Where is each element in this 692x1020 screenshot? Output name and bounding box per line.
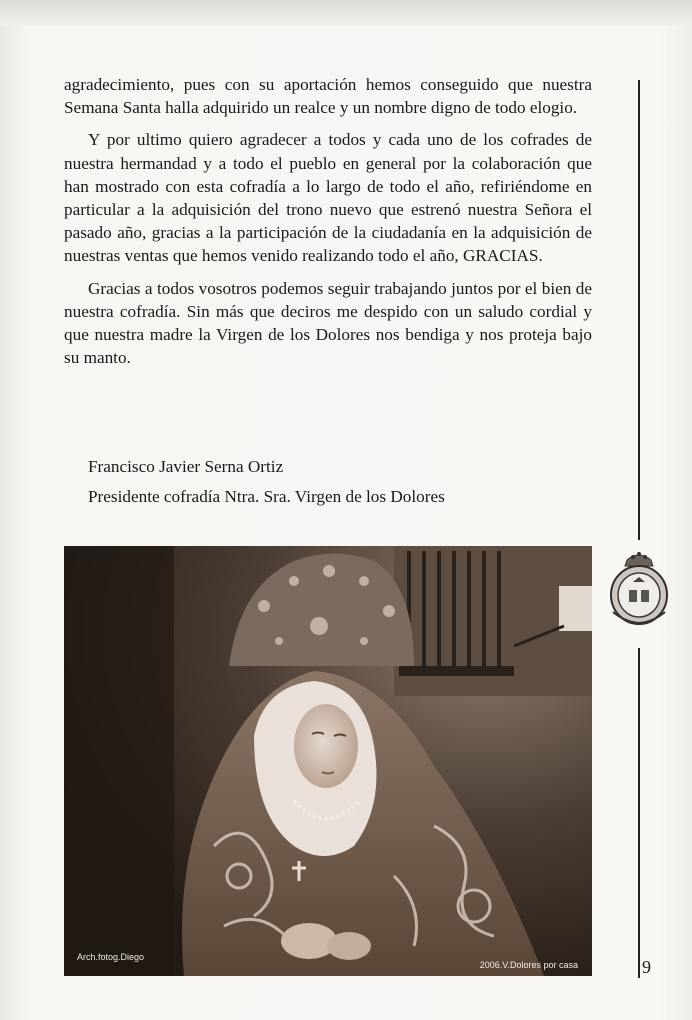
photo-credit-right: 2006.V.Dolores por casa bbox=[479, 960, 578, 970]
page-number: 9 bbox=[642, 957, 651, 977]
margin-rule-bottom bbox=[638, 648, 640, 978]
photo-credit-left: Arch.fotog.Diego bbox=[77, 952, 145, 962]
margin-rule-top bbox=[638, 80, 640, 540]
paragraph-2: Y por ultimo quiero agradecer a todos y cada uno de los cofrades de nuestra hermandad y a todo el pueblo en general por la colaboración que han mostrado con esta cofradía a lo largo de todo el año, refiriéndome en particular a la adquisición del trono nuevo que estrenó nuestra Señora el pasado año, gracias a la participación de la ciudadanía en la adquisición de nuestras ventas que hemos venido realizando todo el año, GRACIAS. bbox=[64, 130, 592, 266]
signature-block bbox=[88, 452, 608, 512]
photo-image bbox=[64, 546, 592, 976]
signature-title: Presidente cofradía Ntra. Sra. Virgen de los Dolores bbox=[88, 487, 445, 506]
page-top-edge bbox=[0, 0, 692, 26]
signature-name: Francisco Javier Serna Ortiz bbox=[88, 457, 284, 476]
photo-virgen-dolores bbox=[64, 546, 592, 976]
cofradia-crest-icon bbox=[607, 550, 671, 628]
paragraph-3: Gracias a todos vosotros podemos seguir trabajando juntos por el bien de nuestra cofradía. Sin más que deciros me despido con un saludo cordial y que nuestra madre la Virgen de los Dolores nos bendiga y nos proteja bajo su manto. bbox=[64, 278, 592, 368]
paragraph-1: agradecimiento, pues con su aportación hemos conseguido que nuestra Semana Santa halla adquirido un realce y un nombre digno de todo elogio. bbox=[64, 75, 592, 118]
body-text bbox=[64, 73, 592, 378]
